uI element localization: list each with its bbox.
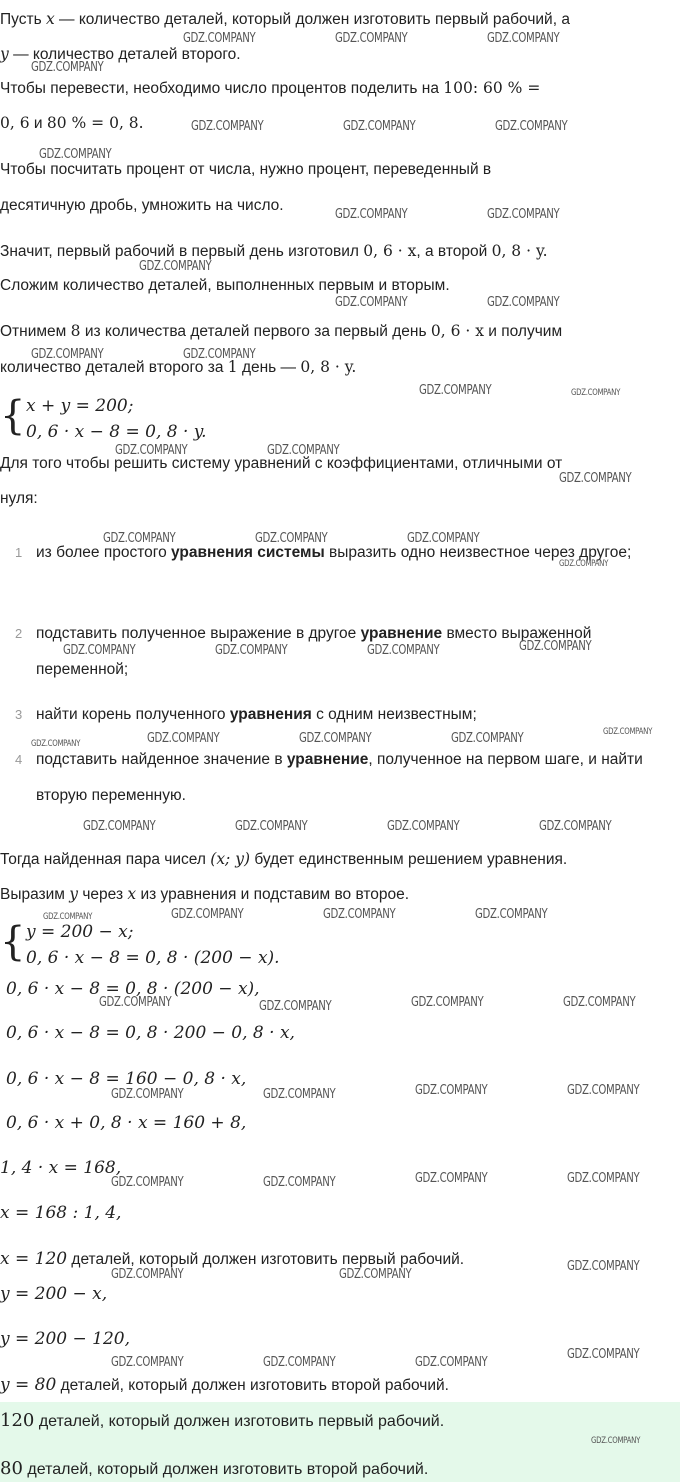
text-line: [0, 240, 548, 263]
watermark: GDZ.COMPANY: [495, 119, 568, 134]
math-expr: 0, 6 · x: [430, 322, 484, 340]
watermark: GDZ.COMPANY: [411, 995, 484, 1010]
brace-icon: {: [0, 393, 26, 439]
watermark: GDZ.COMPANY: [415, 1083, 488, 1098]
math-expr: 8: [70, 322, 81, 340]
answer-line: [0, 1410, 444, 1431]
text-fragment: день —: [241, 359, 297, 376]
text-line: [0, 8, 570, 31]
math-expr: 0, 6 · x: [363, 242, 417, 260]
watermark: GDZ.COMPANY: [323, 907, 396, 922]
watermark: GDZ.COMPANY: [367, 643, 440, 658]
math-expr: (x; y): [210, 850, 251, 868]
watermark: GDZ.COMPANY: [259, 999, 332, 1014]
watermark: GDZ.COMPANY: [415, 1171, 488, 1186]
watermark: GDZ.COMPANY: [115, 443, 188, 458]
watermark: GDZ.COMPANY: [419, 383, 492, 398]
watermark: GDZ.COMPANY: [487, 207, 560, 222]
list-item: [0, 697, 680, 733]
answer-number: 120: [0, 1410, 35, 1431]
system-row: x + y = 200;: [26, 396, 134, 416]
equation-line: y = 200 − 120,: [0, 1329, 131, 1349]
watermark: GDZ.COMPANY: [263, 1087, 336, 1102]
watermark: GDZ.COMPANY: [43, 912, 93, 922]
watermark: GDZ.COMPANY: [567, 1083, 640, 1098]
equation-line: 0, 6 · x + 0, 8 · x = 160 + 8,: [6, 1113, 247, 1133]
watermark: GDZ.COMPANY: [183, 31, 256, 46]
watermark: GDZ.COMPANY: [335, 31, 408, 46]
watermark: GDZ.COMPANY: [603, 727, 653, 737]
watermark: GDZ.COMPANY: [335, 295, 408, 310]
text-fragment: , а второй: [416, 243, 488, 260]
watermark: GDZ.COMPANY: [567, 1171, 640, 1186]
equation-system: [0, 918, 330, 972]
watermark: GDZ.COMPANY: [103, 531, 176, 546]
text-line: [0, 848, 567, 871]
text-fragment: Чтобы перевести, необходимо число процентов поделить на: [0, 80, 439, 97]
math-var: y: [69, 885, 79, 903]
text-fragment: из количества деталей первого за первый день: [84, 323, 427, 340]
answer-number: 80: [0, 1458, 23, 1479]
math-var: x: [45, 10, 55, 28]
watermark: GDZ.COMPANY: [171, 907, 244, 922]
list-number: 4: [15, 752, 23, 767]
list-number: 3: [15, 707, 23, 722]
list-text: найти корень полученного уравнения с одним неизвестным;: [36, 706, 477, 723]
text-line: нуля:: [0, 490, 38, 507]
text-line: Для того чтобы решить систему уравнений с коэффициентами, отличными от: [0, 455, 563, 472]
text-fragment: деталей, который должен изготовить первый рабочий.: [71, 1251, 465, 1268]
text-fragment: через: [82, 886, 124, 903]
watermark: GDZ.COMPANY: [487, 295, 560, 310]
math-expr: 80 % = 0, 8.: [46, 114, 144, 132]
watermark: GDZ.COMPANY: [263, 1355, 336, 1370]
watermark: GDZ.COMPANY: [407, 531, 480, 546]
system-row: 0, 6 · x − 8 = 0, 8 · (200 − x).: [26, 948, 280, 968]
equation-system: [0, 392, 300, 446]
list-item: [0, 535, 680, 607]
math-expr: 0, 8 · y.: [300, 358, 357, 376]
text-fragment: Значит, первый рабочий в первый день изготовил: [0, 243, 359, 260]
watermark: GDZ.COMPANY: [415, 1355, 488, 1370]
math-var: y: [0, 45, 9, 63]
answer-text: деталей, который должен изготовить второй рабочий.: [27, 1461, 429, 1478]
watermark: GDZ.COMPANY: [571, 388, 621, 398]
watermark: GDZ.COMPANY: [335, 207, 408, 222]
watermark: GDZ.COMPANY: [539, 819, 612, 834]
watermark: GDZ.COMPANY: [343, 119, 416, 134]
list-text: подставить найденное значение в уравнение, полученное на первом шаге, и найти вторую переменную.: [36, 751, 643, 804]
equation-line: [0, 1374, 449, 1397]
answer-line: [0, 1458, 428, 1479]
watermark: GDZ.COMPANY: [39, 147, 112, 162]
math-expr: x = 120: [0, 1249, 68, 1269]
text-fragment: и получим: [488, 323, 563, 340]
text-line: [0, 320, 562, 343]
watermark: GDZ.COMPANY: [451, 731, 524, 746]
list-number: 1: [15, 545, 23, 560]
watermark: GDZ.COMPANY: [339, 1267, 412, 1282]
watermark: GDZ.COMPANY: [559, 471, 632, 486]
text-fragment: деталей, который должен изготовить второй рабочий.: [60, 1377, 449, 1394]
watermark: GDZ.COMPANY: [111, 1267, 184, 1282]
text-fragment: Отнимем: [0, 323, 67, 340]
text-fragment: Пусть: [0, 11, 42, 28]
list-text: из более простого уравнения системы выразить одно неизвестное через другое;: [36, 544, 632, 561]
text-fragment: количество деталей второго за: [0, 359, 224, 376]
math-expr: 0, 6: [0, 114, 30, 132]
watermark: GDZ.COMPANY: [487, 31, 560, 46]
watermark: GDZ.COMPANY: [139, 259, 212, 274]
text-line: Сложим количество деталей, выполненных первым и вторым.: [0, 277, 450, 294]
watermark: GDZ.COMPANY: [387, 819, 460, 834]
equation-line: 0, 6 · x − 8 = 0, 8 · (200 − x),: [6, 979, 260, 999]
text-fragment: Тогда найденная пара чисел: [0, 851, 206, 868]
watermark: GDZ.COMPANY: [111, 1087, 184, 1102]
text-fragment: Выразим: [0, 886, 65, 903]
watermark: GDZ.COMPANY: [299, 731, 372, 746]
math-expr: 100: 60 % =: [443, 79, 541, 97]
text-line: [0, 112, 144, 135]
watermark: GDZ.COMPANY: [31, 739, 81, 749]
watermark: GDZ.COMPANY: [63, 643, 136, 658]
equation-line: y = 200 − x,: [0, 1284, 108, 1304]
watermark: GDZ.COMPANY: [559, 559, 609, 569]
math-expr: 0, 8 · y.: [491, 242, 548, 260]
equation-line: x = 168 : 1, 4,: [0, 1203, 122, 1223]
watermark: GDZ.COMPANY: [111, 1355, 184, 1370]
text-fragment: — количество деталей второго.: [13, 46, 241, 63]
watermark: GDZ.COMPANY: [111, 1175, 184, 1190]
text-line: десятичную дробь, умножить на число.: [0, 197, 284, 214]
watermark: GDZ.COMPANY: [519, 639, 592, 654]
system-row: 0, 6 · x − 8 = 0, 8 · y.: [26, 422, 207, 442]
text-fragment: — количество деталей, который должен изготовить первый рабочий, а: [59, 11, 570, 28]
watermark: GDZ.COMPANY: [183, 347, 256, 362]
watermark: GDZ.COMPANY: [591, 1436, 641, 1446]
text-fragment: будет единственным решением уравнения.: [254, 851, 568, 868]
list-number: 2: [15, 626, 23, 641]
watermark: GDZ.COMPANY: [147, 731, 220, 746]
watermark: GDZ.COMPANY: [31, 347, 104, 362]
watermark: GDZ.COMPANY: [99, 995, 172, 1010]
watermark: GDZ.COMPANY: [255, 531, 328, 546]
watermark: GDZ.COMPANY: [235, 819, 308, 834]
math-expr: y = 80: [0, 1375, 57, 1395]
system-row: y = 200 − x;: [26, 922, 134, 942]
text-line: [0, 883, 409, 906]
watermark: GDZ.COMPANY: [567, 1259, 640, 1274]
equation-line: 0, 6 · x − 8 = 0, 8 · 200 − 0, 8 · x,: [6, 1023, 295, 1043]
math-var: x: [127, 885, 137, 903]
watermark: GDZ.COMPANY: [267, 443, 340, 458]
watermark: GDZ.COMPANY: [475, 907, 548, 922]
list-text: подставить полученное выражение в другое уравнение вместо выраженной переменной;: [36, 625, 592, 678]
brace-icon: {: [0, 919, 26, 965]
text-fragment: из уравнения и подставим во второе.: [140, 886, 410, 903]
watermark: GDZ.COMPANY: [191, 119, 264, 134]
text-line: Чтобы посчитать процент от числа, нужно процент, переведенный в: [0, 161, 492, 178]
text-line: [0, 77, 540, 100]
math-expr: 1: [227, 358, 238, 376]
answer-box: [0, 1402, 680, 1482]
watermark: GDZ.COMPANY: [31, 60, 104, 75]
watermark: GDZ.COMPANY: [263, 1175, 336, 1190]
watermark: GDZ.COMPANY: [563, 995, 636, 1010]
equation-line: 1, 4 · x = 168,: [0, 1158, 122, 1178]
equation-line: 0, 6 · x − 8 = 160 − 0, 8 · x,: [6, 1069, 247, 1089]
watermark: GDZ.COMPANY: [215, 643, 288, 658]
watermark: GDZ.COMPANY: [567, 1347, 640, 1362]
text-fragment: и: [33, 115, 43, 132]
list-item: [0, 742, 680, 814]
watermark: GDZ.COMPANY: [83, 819, 156, 834]
answer-text: деталей, который должен изготовить первый рабочий.: [38, 1413, 445, 1430]
